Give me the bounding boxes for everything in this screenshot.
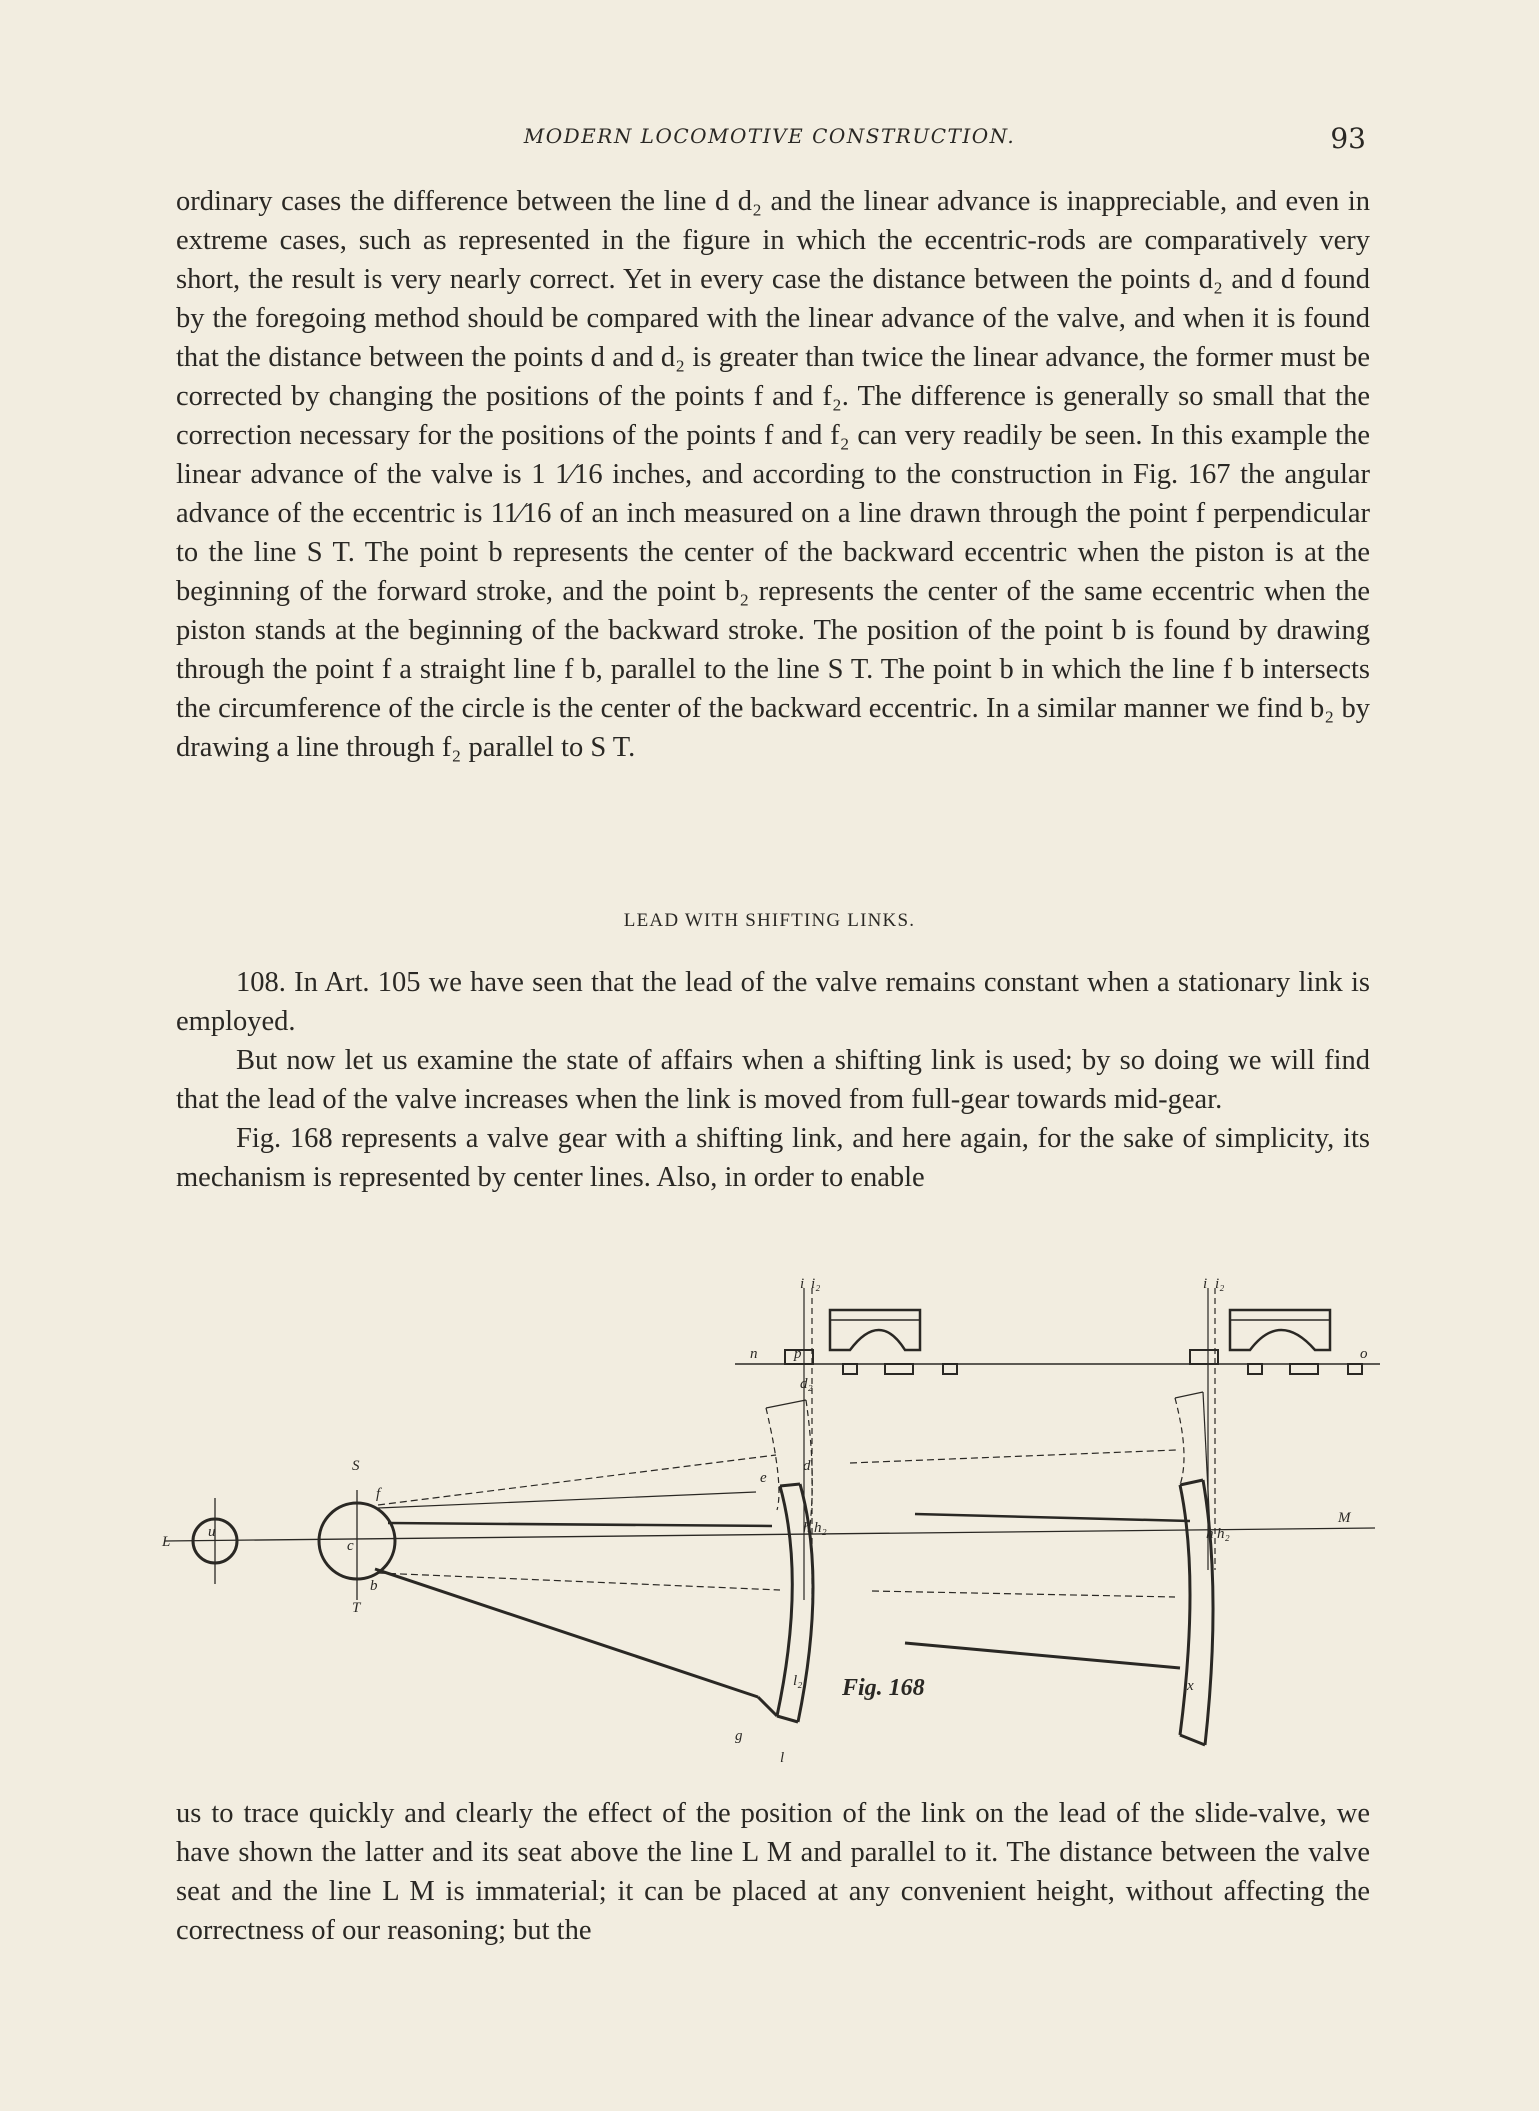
label-i: i [800, 1276, 805, 1292]
label-l-lower: l [780, 1750, 785, 1766]
figure-caption: Fig. 168 [842, 1675, 925, 1701]
figure-168 [160, 1270, 1390, 1785]
paragraph-5: us to trace quickly and clearly the effect of the position of the link on the lead of the slide-valve, we have shown the latter and its seat above the line L M and parallel to it. The distance between the valve seat and the line L M is immaterial; it can be placed at any convenient height, without affecting the correctness of our reasoning; but the [176, 1798, 1370, 1946]
running-title: MODERN LOCOMOTIVE CONSTRUCTION. [523, 124, 1016, 148]
label-t: T [352, 1600, 361, 1616]
running-header [0, 118, 1539, 158]
label-l2: l₂ [793, 1673, 803, 1689]
text-block-bottom [176, 1794, 1370, 1950]
slide-valve-one [830, 1310, 920, 1350]
label-s: S [352, 1458, 360, 1474]
label-e: e [760, 1470, 767, 1486]
text-block-top [176, 182, 1370, 767]
label-i2: i₂ [811, 1276, 821, 1292]
label-b: b [370, 1578, 378, 1594]
link-one-outer [777, 1486, 792, 1716]
section-heading: LEAD WITH SHIFTING LINKS. [623, 910, 916, 931]
page-number: 93 [1330, 122, 1366, 155]
paragraph-4: Fig. 168 represents a valve gear with a shifting link, and here again, for the sake of simplicity, its mechanism is represented by center lines. Also, in order to enable [176, 1123, 1370, 1193]
label-n: n [750, 1346, 758, 1362]
label-d2: d₂ [800, 1376, 813, 1392]
label-h2: h₂ [814, 1520, 827, 1536]
label-l: L [162, 1534, 171, 1550]
label-u: u [208, 1524, 216, 1540]
label-p: p [794, 1346, 802, 1362]
label-h: h [803, 1520, 811, 1536]
link-two-outer [1180, 1485, 1190, 1735]
label-m: M [1338, 1510, 1351, 1526]
label-x: x [1187, 1678, 1194, 1694]
rod-upper [388, 1523, 772, 1526]
text-block-middle [176, 963, 1370, 1197]
label-h-right: h [1206, 1526, 1214, 1542]
paragraph-1: ordinary cases the difference between the line d d₂ and the linear advance is inappreciable, and even in extreme cases, such as represented in the figure in which the eccentric-rods are comparatively very short, the result is very nearly correct. Yet in every case the distance between the points d₂ and d found by the foregoing method should be compared with the linear advance of the valve, and when it is found that the distance between the points d and d₂ is greater than twice the linear advance, the former must be corrected by changing the positions of the points f and f₂. The difference is generally so small that the correction necessary for the positions of the points f and f₂ can very readily be seen. In this example the linear advance of the valve is 1 1⁄16 inches, and according to the construction in Fig. 167 the angular advance of the eccentric is 11⁄16 of an inch measured on a line drawn through the point f perpendicular to the line S T. The point b represents the center of the backward eccentric when the piston is at the beginning of the forward stroke, and the point b₂ represents the center of the same eccentric when the piston stands at the beginning of the backward stroke. The position of the point b is found by drawing through the point f a straight line f b, parallel to the line S T. The point b in which the line f b intersects the circumference of the circle is the center of the backward eccentric. In a similar manner we find b₂ by drawing a line through f₂ parallel to S T. [176, 186, 1370, 763]
label-c: c [347, 1538, 354, 1554]
rod-lower [375, 1569, 758, 1697]
slide-valve-two [1230, 1310, 1330, 1350]
label-o: o [1360, 1346, 1368, 1362]
valve-gear-diagram [160, 1270, 1390, 1785]
label-i2-right: i₂ [1215, 1276, 1225, 1292]
label-g: g [735, 1728, 743, 1744]
paragraph-2: 108. In Art. 105 we have seen that the lead of the valve remains constant when a stationary link is employed. [176, 967, 1370, 1037]
label-i-right: i [1203, 1276, 1208, 1292]
label-h2-right: h₂ [1217, 1526, 1230, 1542]
label-d: d [803, 1458, 811, 1474]
paragraph-3: But now let us examine the state of affairs when a shifting link is used; by so doing we will find that the lead of the valve increases when the link is moved from full-gear towards mid-gear. [176, 1045, 1370, 1115]
label-f: f [376, 1486, 381, 1502]
